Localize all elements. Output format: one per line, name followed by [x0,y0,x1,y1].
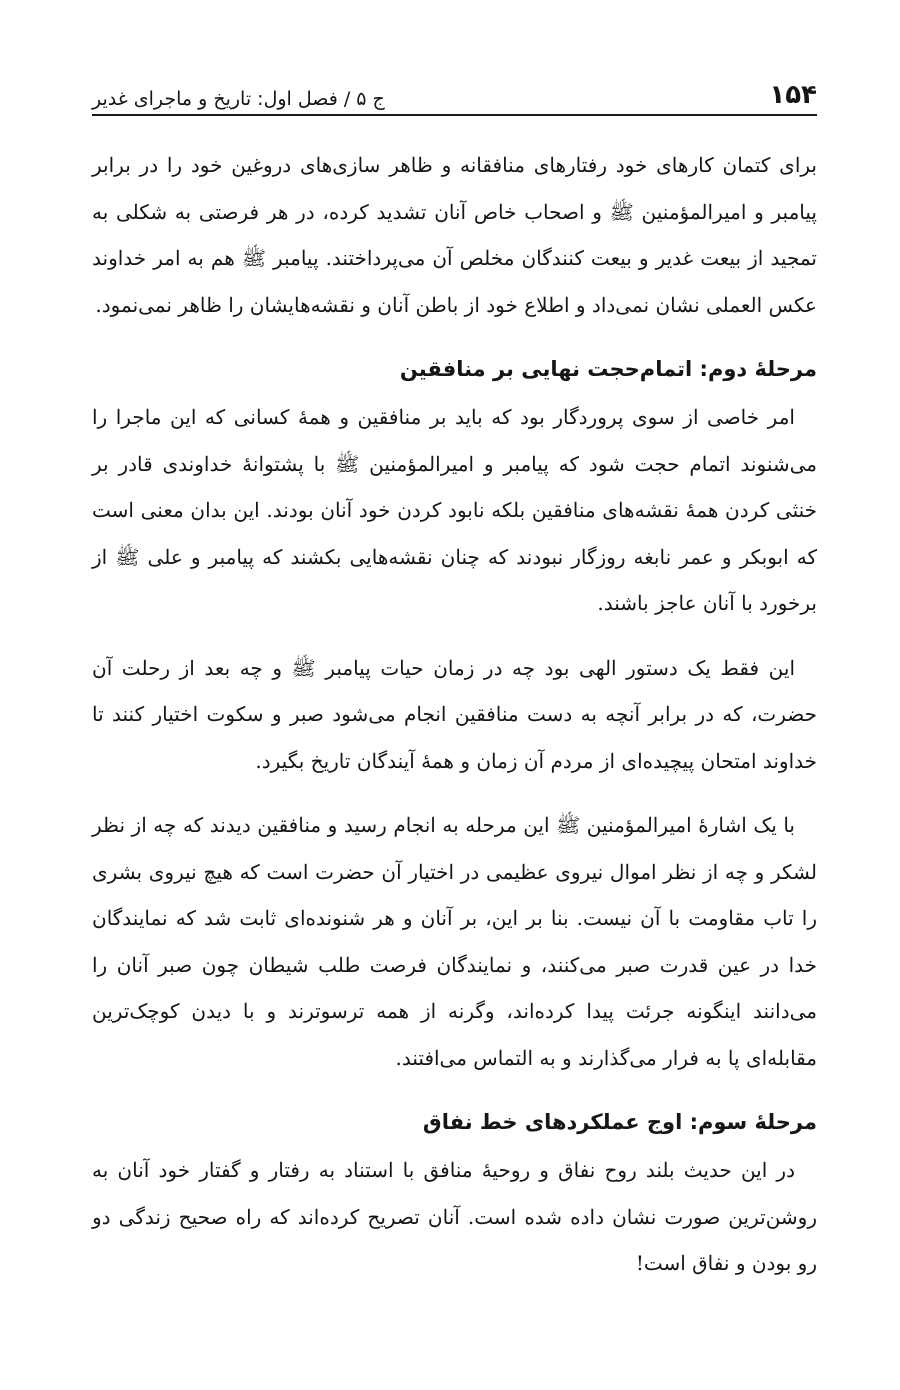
paragraph-1: برای کتمان کارهای خود رفتارهای منافقانه و ظاهر سازی‌های دروغین خود را در برابر پیامبر و امیرالمؤمنین ﷺ و اصحاب خاص آنان تشدید کرده، در هر فرصتی به شکلی به تمجید از بیعت غدیر و بیعت کنندگان مخلص آن می‌پرداختند. پیامبر ﷺ هم به امر خداوند عکس العملی نشان نمی‌داد و اطلاع خود از باطن آنان و نقشه‌هایشان را ظاهر نمی‌نمود. [92,153,817,317]
section-heading-stage-2: مرحلهٔ دوم: اتمام‌حجت نهایی بر منافقین [399,357,817,381]
page-number: ۱۵۴ [769,80,817,110]
book-page [92,60,817,1305]
paragraph-4: با یک اشارهٔ امیرالمؤمنین ﷺ این مرحله به انجام رسید و منافقین دیدند که چه از نظر لشکر و چه از نظر اموال نیروی عظیمی در اختیار آن حضرت است که هیچ نیروی بشری را تاب مقاومت با آن نیست. بنا بر این، بر آنان و هر شنونده‌ای ثابت شد که نمایندگان خدا در عین قدرت صبر می‌کنند، و نمایندگان فرصت طلب شیطان چون صبر آنان را می‌دانند اینگونه جرئت پیدا کرده‌اند، وگرنه از همه ترسوترند و با دیدن کوچک‌ترین مقابله‌ای پا به فرار می‌گذارند و به التماس می‌افتند. [92,813,817,1070]
paragraph-2: امر خاصی از سوی پروردگار بود که باید بر منافقین و همهٔ کسانی که این ماجرا را می‌شنوند اتمام حجت شود که پیامبر و امیرالمؤمنین ﷺ با پشتوانهٔ خداوندی قادر بر خنثی کردن همهٔ نقشه‌های منافقین بلکه نابود کردن خود آنان بودند. این بدان معنی است که ابوبکر و عمر نابغه روزگار نبودند که چنان نقشه‌هایی بکشند که پیامبر و علی ﷺ از برخورد با آنان عاجز باشند. [92,405,817,615]
chapter-title: ج ۵ / فصل اول: تاریخ و ماجرای غدیر [92,88,385,110]
body-text [92,142,817,1287]
paragraph-3: این فقط یک دستور الهی بود چه در زمان حیات پیامبر ﷺ و چه بعد از رحلت آن حضرت، که در برابر آنچه به دست منافقین انجام می‌شود صبر و سکوت اختیار کنند تا خداوند امتحان پیچیده‌ای از مردم آن زمان و همهٔ آیندگان تاریخ بگیرد. [92,655,817,773]
paragraph-5: در این حدیث بلند روح نفاق و روحیهٔ منافق با استناد به رفتار و گفتار خود آنان به روشن‌ترین صورت نشان داده شده است. آنان تصریح کرده‌اند که راه صحیح زندگی دو رو بودن و نفاق است! [92,1158,817,1275]
section-heading-stage-3: مرحلهٔ سوم: اوج عملکردهای خط نفاق [422,1110,817,1134]
running-header [92,60,817,116]
